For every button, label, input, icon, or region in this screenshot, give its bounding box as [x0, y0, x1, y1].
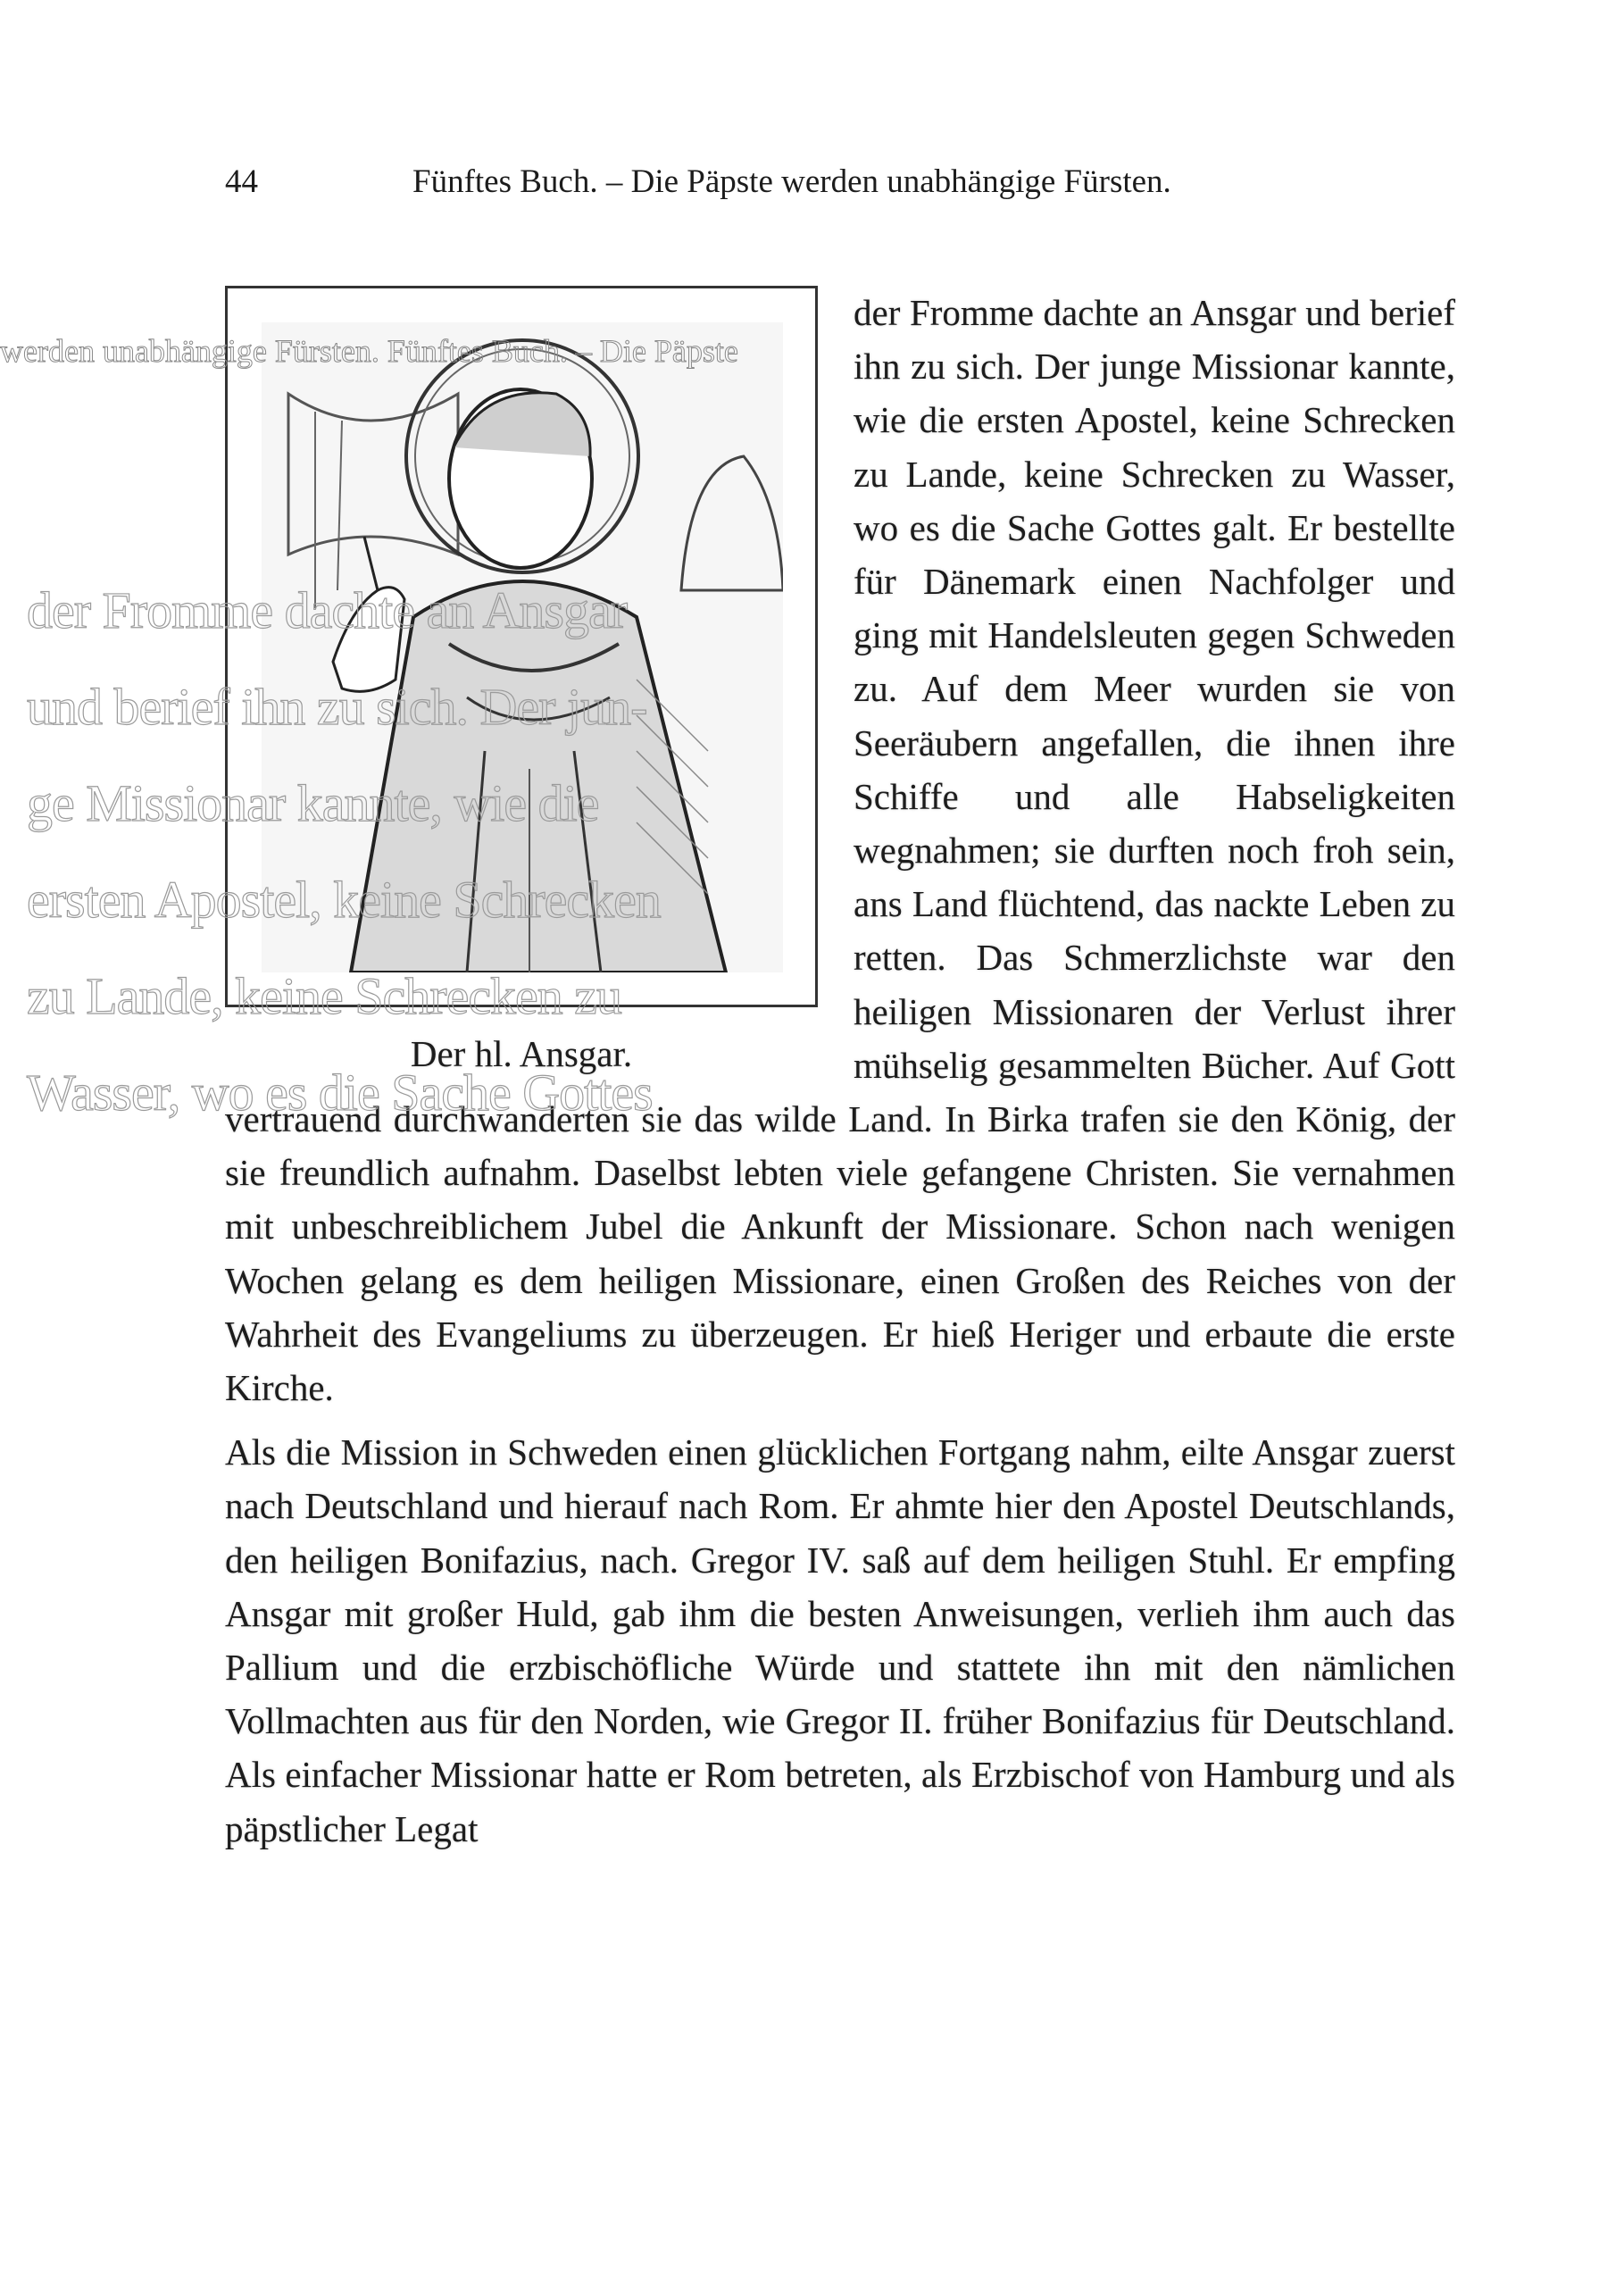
saint-ansgar-engraving	[262, 322, 783, 972]
ghost-line: ge Missionar	[27, 774, 286, 832]
ghost-line: ersten	[27, 871, 146, 929]
running-head: Fünftes Buch. – Die Päpste werden unabhängige Fürsten.	[412, 163, 1171, 200]
ghost-line: der Fromme	[27, 581, 273, 639]
paragraph: Als die Mission in Schweden einen glücklichen Fortgang nahm, eilte Ansgar zuerst nach Deutschland und hierauf nach Rom. Er ahmte hier den Apostel Deutschlands, den heiligen Bonifazius, nach. Gregor IV. saß auf dem heiligen Stuhl. Er empfing Ansgar mit großer Huld, gab ihm die besten Anweisungen, verlieh ihm auch das Pallium und die erzbischöfliche Würde und stattete ihn mit den nämlichen Vollmachten aus für den Norden, wie Gregor II. früher Bonifazius für Deutschland. Als einfacher Missionar hatte er Rom betreten, als Erzbischof von Hamburg und als päpstlicher Legat	[225, 1431, 1455, 1849]
illustration-frame	[225, 286, 818, 1007]
figure-caption: Der hl. Ansgar.	[410, 1033, 633, 1074]
ghost-line: zu Lande,	[27, 967, 223, 1025]
ghost-running-head: werden unabhängige Fürsten. Fünftes Buch. – Die Päpste	[0, 333, 738, 369]
paragraph: der Fromme dachte an Ansgar und berief ihn zu sich. Der junge Missionar kannte, wie die ersten Apostel, keine Schrecken zu Lande, keine Schrecken zu Wasser, wo es die Sache Gottes galt. Er bestellte für Dänemark einen Nachfolger und ging mit Handelsleuten gegen Schweden zu. Auf dem Meer wurden sie von Seeräubern angefallen, die ihnen ihre Schiffe und alle Habseligkeiten wegnahmen; sie durften noch froh sein, ans Land flüchtend, das nackte Leben zu retten. Das Schmerzlichste war den heiligen Missionaren der Verlust ihrer mühselig gesammelten Bücher. Auf Gott vertrauend durchwanderten sie das wilde Land. In Birka trafen sie den König, der sie freundlich aufnahm. Daselbst lebten viele gefangene Christen. Sie vernahmen mit unbeschreiblichem Jubel die Ankunft der Missionare. Schon nach wenigen Wochen gelang es dem heiligen Missionare, einen Großen des Reiches von der Wahrheit des Evangeliums zu überzeugen. Er hieß Heriger und erbaute die erste Kirche.	[225, 292, 1455, 1409]
page-header	[225, 157, 1455, 207]
page-number: 44	[225, 163, 258, 200]
illustration-figure	[225, 286, 832, 1089]
main-text	[225, 286, 1455, 1856]
ghost-line: Wasser, wo es die Sache Gottes	[27, 1064, 653, 1122]
ghost-line: und berief	[27, 678, 229, 736]
